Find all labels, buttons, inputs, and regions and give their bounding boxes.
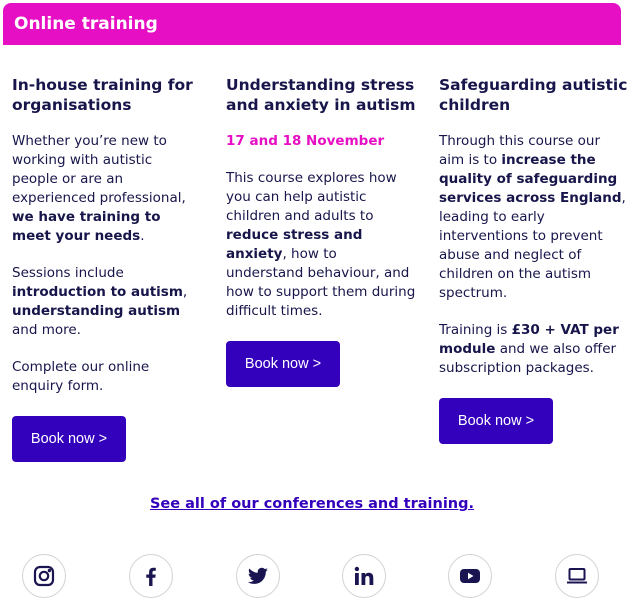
- youtube-icon[interactable]: [448, 554, 492, 598]
- course-description: Whether you’re new to working with autistic people or are an experienced professional, we have training to meet your needs.: [12, 133, 186, 244]
- course-date: 17 and 18 November: [226, 133, 385, 149]
- twitter-icon[interactable]: [236, 554, 280, 598]
- course-description: This course explores how you can help autistic children and adults to reduce stress and anxiety, how to understand behaviour, and how to support them during difficult times.: [226, 170, 416, 319]
- book-now-button-inhouse[interactable]: Book now >: [12, 416, 126, 462]
- course-price: Training is £30 + VAT per module and we also offer subscription packages.: [439, 322, 619, 376]
- facebook-icon[interactable]: [129, 554, 173, 598]
- course-card-inhouse: [12, 76, 202, 462]
- course-sessions: Sessions include introduction to autism, understanding autism and more.: [12, 265, 188, 338]
- section-banner: [3, 3, 621, 45]
- course-card-safeguarding: [439, 76, 629, 444]
- course-description: Through this course our aim is to increase the quality of safeguarding services across England, leading to early interventions to prevent abuse and neglect of children on the autism spectrum.: [439, 133, 626, 301]
- course-title: In-house training for organisations: [12, 76, 193, 114]
- section-title: Online training: [14, 14, 158, 34]
- social-links: [0, 554, 624, 604]
- see-all-training-link[interactable]: See all of our conferences and training.: [149, 496, 475, 512]
- book-now-button-stress[interactable]: Book now >: [226, 341, 340, 387]
- instagram-icon[interactable]: [22, 554, 66, 598]
- linkedin-icon[interactable]: [342, 554, 386, 598]
- course-card-stress-anxiety: [226, 76, 416, 387]
- course-title: Safeguarding autistic children: [439, 76, 628, 114]
- book-now-button-safeguarding[interactable]: Book now >: [439, 398, 553, 444]
- course-enquiry: Complete our online enquiry form.: [12, 359, 150, 394]
- course-title: Understanding stress and anxiety in autism: [226, 76, 416, 114]
- laptop-icon[interactable]: [555, 554, 599, 598]
